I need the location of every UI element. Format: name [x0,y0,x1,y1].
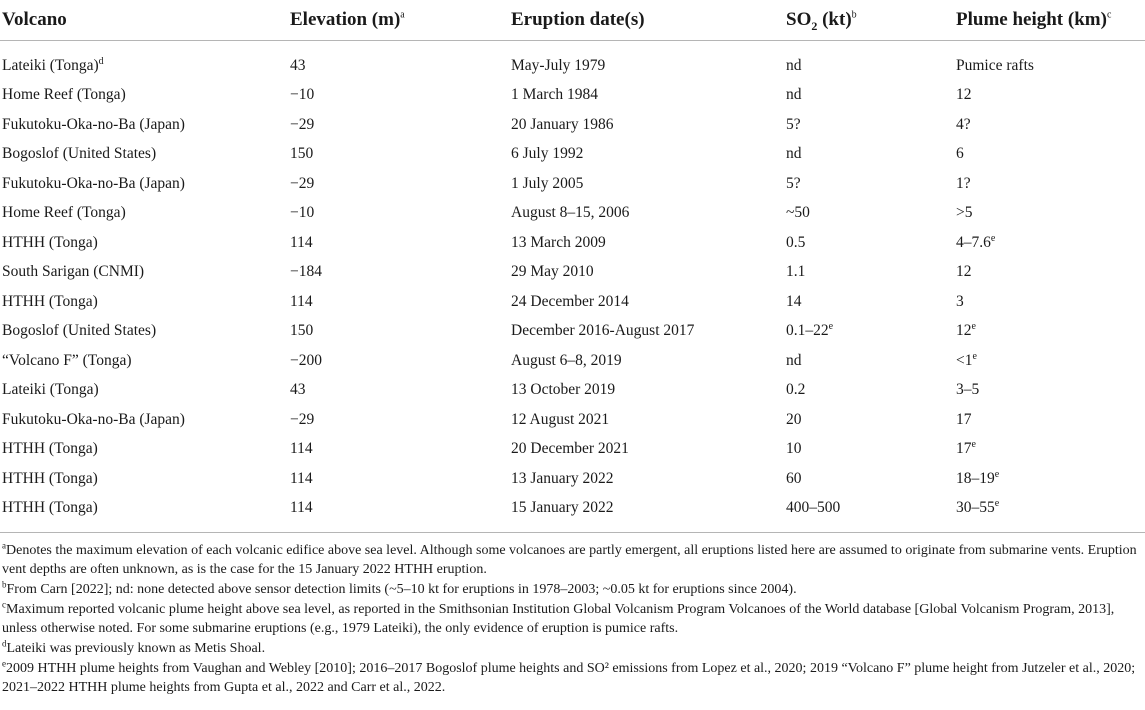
cell-volcano: Home Reef (Tonga) [2,204,126,222]
cell-plume-height: 18–19e [956,468,1000,487]
cell-elevation: 114 [290,469,313,487]
table-row [0,435,1145,465]
cell-volcano: HTHH (Tonga) [2,233,98,251]
cell-eruption-date: December 2016-August 2017 [511,322,695,340]
table-row [0,169,1145,199]
cell-plume-height: 1? [956,174,971,192]
footnote-b [2,580,1140,599]
cell-elevation: 43 [290,56,306,74]
cell-volcano: South Sarigan (CNMI) [2,263,145,281]
cell-elevation: 114 [290,499,313,517]
cell-eruption-date: 29 May 2010 [511,263,594,281]
cell-plume-height: 17 [956,410,972,428]
header-volcano: Volcano [0,0,290,41]
cell-volcano: Home Reef (Tonga) [2,86,126,104]
footnote-text: Lateiki was previously known as Metis Shoal. [6,641,266,656]
cell-eruption-date: 13 January 2022 [511,469,614,487]
cell-plume-height: $<1^e$ [956,350,977,369]
cell-plume-height: 3 [956,292,964,310]
cell-so2: 1.1 [786,263,806,281]
footnote-mark: a [2,540,6,551]
cell-volcano: HTHH (Tonga) [2,469,98,487]
footnote-c [2,600,1140,638]
cell-volcano: Bogoslof (United States) [2,145,157,163]
cell-eruption-date: 13 March 2009 [511,233,606,251]
cell-so2: 5? [786,115,801,133]
cell-eruption-date: 1 July 2005 [511,174,584,192]
table-row [0,110,1145,140]
footnote-a [2,541,1140,579]
table-row [0,405,1145,435]
table-row [0,494,1145,527]
table-row [0,199,1145,229]
cell-volcano: HTHH (Tonga) [2,292,98,310]
cell-eruption-date: 1 March 1984 [511,86,598,104]
footnote-mark: e [2,658,6,669]
cell-elevation: 150 [290,145,314,163]
cell-plume-height: >5 [956,204,973,222]
cell-eruption-date: August 6–8, 2019 [511,351,622,369]
footnote-d [2,639,1140,658]
table-body [0,41,1145,527]
cell-volcano: “Volcano F” (Tonga) [2,351,132,369]
footnote-text: From Carn [2022]; nd: none detected above sensor detection limits (~5–10 kt for eruptions in 1978–2003; ~0.05 kt for eruptions since 2004). [6,582,797,597]
header-eruption-dates: Eruption date(s) [511,0,786,41]
cell-plume-height: 4–7.6e [956,232,996,251]
cell-so2: nd [786,351,802,369]
cell-plume-height: Pumice rafts [956,56,1034,74]
cell-so2: 60 [786,469,802,487]
cell-so2: 0.2 [786,381,806,399]
cell-elevation: 114 [290,440,313,458]
table-row [0,287,1145,317]
cell-so2: 400–500 [786,499,841,517]
table-row [0,81,1145,111]
cell-eruption-date: 24 December 2014 [511,292,629,310]
cell-elevation: 43 [290,381,306,399]
table-row [0,346,1145,376]
cell-volcano: Fukutoku-Oka-no-Ba (Japan) [2,410,185,428]
footnote-mark: b [2,579,7,590]
cell-plume-height: 12 [956,263,972,281]
cell-elevation: 150 [290,322,314,340]
cell-so2: nd [786,145,802,163]
cell-plume-height: 12 [956,86,972,104]
cell-eruption-date: 20 January 1986 [511,115,614,133]
cell-elevation: 114 [290,292,313,310]
footnote-text: 2009 HTHH plume heights from Vaughan and Webley [2010]; 2016–2017 Bogoslof plume heights and SO² emissions from Lopez et al., 2020; 2019 “Volcano F” plume height from Jutzeler et al., 2020; 2021–2022 HTHH plume heights from Gupta et al., 2022 and Carr et al., 2022. [2,661,1136,695]
cell-so2: 10 [786,440,802,458]
table-row [0,228,1145,258]
cell-eruption-date: May-July 1979 [511,56,606,74]
cell-volcano: HTHH (Tonga) [2,499,98,517]
table-row [0,376,1145,406]
cell-elevation: −10 [290,204,315,222]
footnote-e [2,659,1140,697]
cell-eruption-date: 20 December 2021 [511,440,629,458]
cell-eruption-date: 12 August 2021 [511,410,610,428]
footnote-mark: d [2,638,7,649]
cell-plume-height: 17e [956,439,976,458]
cell-volcano: Fukutoku-Oka-no-Ba (Japan) [2,115,185,133]
cell-elevation: −200 [290,351,322,369]
table-row [0,41,1145,81]
footnote-mark: c [2,599,6,610]
cell-eruption-date: 6 July 1992 [511,145,584,163]
cell-eruption-date: 15 January 2022 [511,499,614,517]
table-header-row [0,0,1145,41]
cell-eruption-date: 13 October 2019 [511,381,616,399]
cell-so2: 14 [786,292,802,310]
footnotes [2,541,1140,698]
cell-volcano: HTHH (Tonga) [2,440,98,458]
cell-plume-height: 3–5 [956,381,980,399]
table-row [0,258,1145,288]
cell-plume-height: 30–55e [956,498,1000,517]
header-so2: $SO_2$ (kt)$^b$ [786,0,956,41]
table-row [0,317,1145,347]
table-bottom-rule [0,532,1145,533]
footnote-text: Maximum reported volcanic plume height above sea level, as reported in the Smithsonian Institution Global Volcanism Program Volcanoes of the World database [Global Volcanism Program, 2013], unless otherwise noted. For some submarine eruptions (e.g., 1979 Lateiki), the only evidence of eruption is pumice rafts. [2,602,1115,636]
cell-elevation: 114 [290,233,313,251]
cell-elevation: −184 [290,263,322,281]
table-row [0,140,1145,170]
cell-so2: 20 [786,410,802,428]
cell-elevation: −29 [290,115,315,133]
cell-elevation: −29 [290,174,315,192]
cell-volcano: Lateiki (Tonga) [2,381,99,399]
header-plume-height: Plume height (km)$^c$ [956,0,1145,41]
cell-elevation: −29 [290,410,315,428]
cell-volcano: Bogoslof (United States) [2,322,157,340]
cell-volcano: Lateiki (Tonga)$^d$ [2,55,104,74]
table-row [0,464,1145,494]
footnote-text: Denotes the maximum elevation of each volcanic edifice above sea level. Although some volcanoes are partly emergent, all eruptions listed here are assumed to originate from submarine vents. Eruption vent depths are often unknown, as is the case for the 15 January 2022 HTHH eruption. [2,543,1137,577]
cell-so2: nd [786,86,802,104]
cell-eruption-date: August 8–15, 2006 [511,204,630,222]
cell-so2: 0.1–22e [786,321,834,340]
cell-plume-height: 12e [956,321,976,340]
cell-so2: 0.5 [786,233,806,251]
header-elevation: Elevation $(m)^a$ [290,0,511,41]
cell-so2: ~50 [786,204,810,222]
cell-volcano: Fukutoku-Oka-no-Ba (Japan) [2,174,185,192]
cell-so2: 5? [786,174,801,192]
cell-plume-height: 6 [956,145,964,163]
cell-so2: nd [786,56,802,74]
cell-plume-height: 4? [956,115,971,133]
cell-elevation: −10 [290,86,315,104]
